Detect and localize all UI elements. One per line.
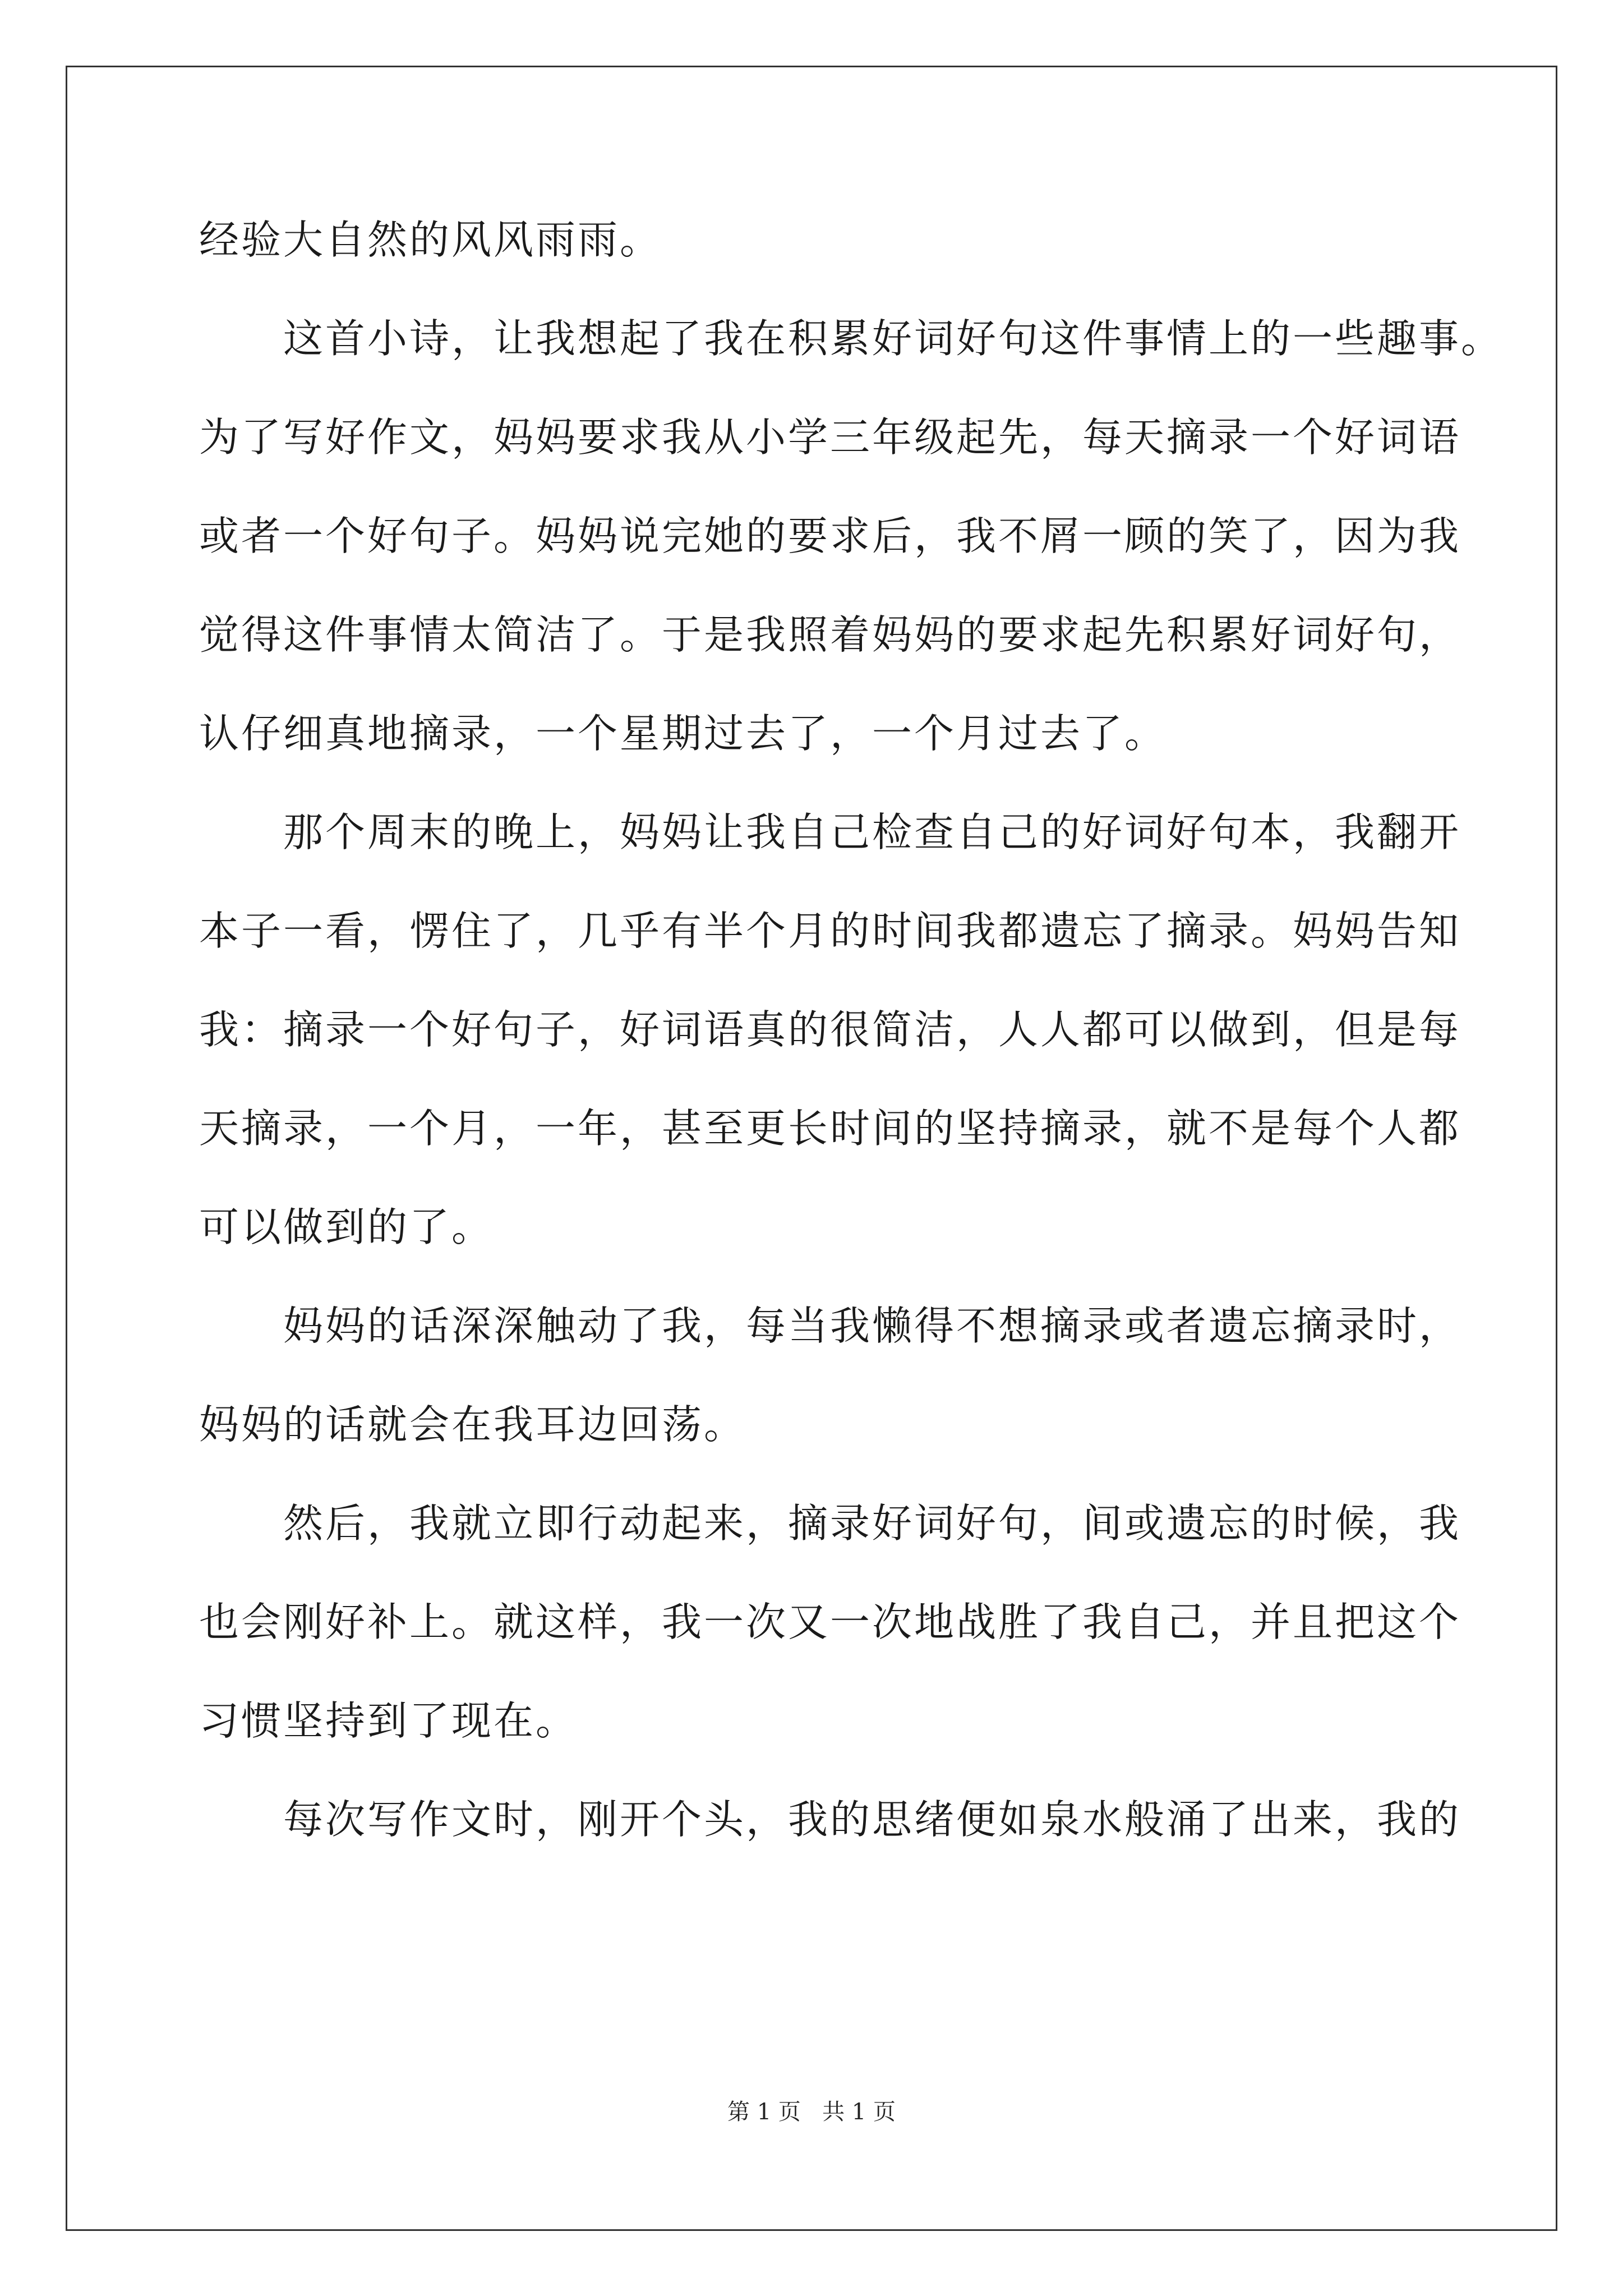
text-line: 觉得这件事情太简洁了。于是我照着妈妈的要求起先积累好词好句， bbox=[199, 611, 1461, 658]
text-line: 天摘录，一个月，一年，甚至更长时间的坚持摘录，就不是每个人都 bbox=[199, 1105, 1461, 1152]
text-line: 为了写好作文，妈妈要求我从小学三年级起先，每天摘录一个好词语 bbox=[199, 414, 1461, 461]
text-line: 本子一看，愣住了，几乎有半个月的时间我都遗忘了摘录。妈妈告知 bbox=[199, 908, 1461, 954]
text-line: 这首小诗，让我想起了我在积累好词好句这件事情上的一些趣事。 bbox=[283, 315, 1504, 362]
text-line: 认仔细真地摘录，一个星期过去了，一个月过去了。 bbox=[199, 710, 1167, 757]
text-line: 那个周末的晚上，妈妈让我自己检查自己的好词好句本，我翻开 bbox=[283, 809, 1461, 855]
text-line: 或者一个好句子。妈妈说完她的要求后，我不屑一顾的笑了，因为我 bbox=[199, 513, 1461, 559]
text-line: 妈妈的话深深触动了我，每当我懒得不想摘录或者遗忘摘录时， bbox=[283, 1303, 1461, 1349]
page-number-footer: 第 1 页 共 1 页 bbox=[727, 2099, 896, 2125]
text-line: 我：摘录一个好句子，好词语真的很简洁，人人都可以做到，但是每 bbox=[199, 1006, 1461, 1053]
text-line: 每次写作文时，刚开个头，我的思绪便如泉水般涌了出来，我的 bbox=[283, 1796, 1461, 1843]
text-line: 也会刚好补上。就这样，我一次又一次地战胜了我自己，并且把这个 bbox=[199, 1599, 1461, 1645]
document-body bbox=[199, 212, 1504, 1890]
text-line: 习惯坚持到了现在。 bbox=[199, 1697, 578, 1744]
text-line: 妈妈的话就会在我耳边回荡。 bbox=[199, 1401, 746, 1448]
text-line: 经验大自然的风风雨雨。 bbox=[199, 217, 662, 263]
text-line: 然后，我就立即行动起来，摘录好词好句，间或遗忘的时候，我 bbox=[283, 1500, 1461, 1547]
text-line: 可以做到的了。 bbox=[199, 1204, 494, 1250]
